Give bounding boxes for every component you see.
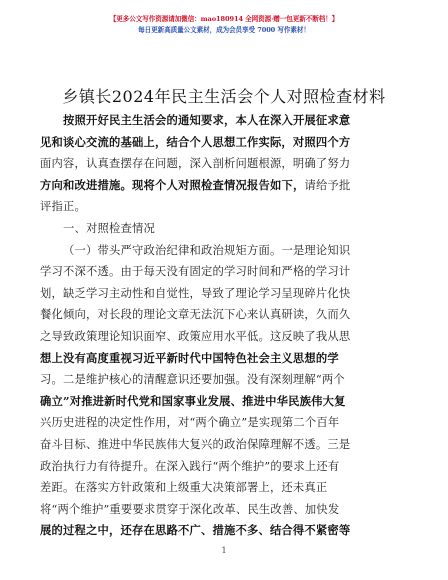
body-line: 见和谈心交流的基础上，结合个人思想工作实际，对照四个方	[40, 134, 351, 149]
body-line: 差距。在落实方针政策和上级重大决策部署上，还未真正	[40, 481, 328, 495]
body-line: 划，缺乏学习主动性和自觉性，导致了理论学习呈现碎片化快	[40, 286, 351, 300]
body-line: 面内容，认真查摆存在问题，深入剖析问题根源，明确了努力	[40, 157, 351, 171]
body-span: 请给予批	[304, 178, 351, 192]
body-line: 习。二是维护核心的清醒意识还要加强。没有深刻理解“两个	[40, 373, 345, 387]
body-line: 学习不深不透。由于每天没有固定的学习时间和严格的学习计	[40, 265, 351, 279]
body-line: 之导致政策理论知识面窄、政策应用水平低。这反映了我从思	[40, 330, 351, 343]
body-line: 餐化倾向，对长段的理论文章无法沉下心来认真研读，久而久	[40, 308, 351, 322]
body-line: 奋斗目标、推进中华民族伟大复兴的政治保障理解不透。三是	[40, 438, 351, 451]
body-line: （一）带头严守政治纪律和政治规矩方面。一是理论知识	[63, 243, 351, 257]
body-line	[40, 177, 350, 193]
body-line: 将“两个维护”重要要求贯穿于深化改革、民生改善、加快发	[40, 502, 340, 516]
body-line: 确立”对推进新时代党和国家事业发展、推进中华民族伟大复	[40, 393, 346, 408]
body-span: 方向和改进措施。	[40, 177, 132, 192]
body-span: 现将个人对照检查情况报告如下，	[131, 177, 305, 192]
section-heading: 一、对照检查情况	[63, 222, 155, 235]
promo-banner-line-2: 每日更新高质量公文素材，成为会员享受 7000 写作素材！	[138, 26, 310, 34]
document-title: 乡镇长2024年民主生活会个人对照检查材料	[62, 87, 386, 106]
body-line: 政治执行力有待提升。在深入践行“两个维护”的要求上还有	[40, 459, 340, 473]
body-line: 展的过程之中，还存在思路不广、措施不多、结合得不紧密等	[40, 523, 351, 538]
body-line: 兴历史进程的决定性作用，对“两个确立”是实现第二个百年	[40, 416, 340, 430]
body-line: 按照开好民主生活会的通知要求，本人在深入开展征求意	[63, 113, 351, 127]
body-line: 想上没有高度重视习近平新时代中国特色社会主义思想的学	[40, 350, 339, 365]
body-line: 评指正。	[40, 200, 86, 214]
page-number: 1	[221, 546, 227, 555]
promo-banner-line-1: 【更多公文写作资源请加微信：mao180914 全网资源·赠一包更新不断档！】	[109, 15, 339, 23]
